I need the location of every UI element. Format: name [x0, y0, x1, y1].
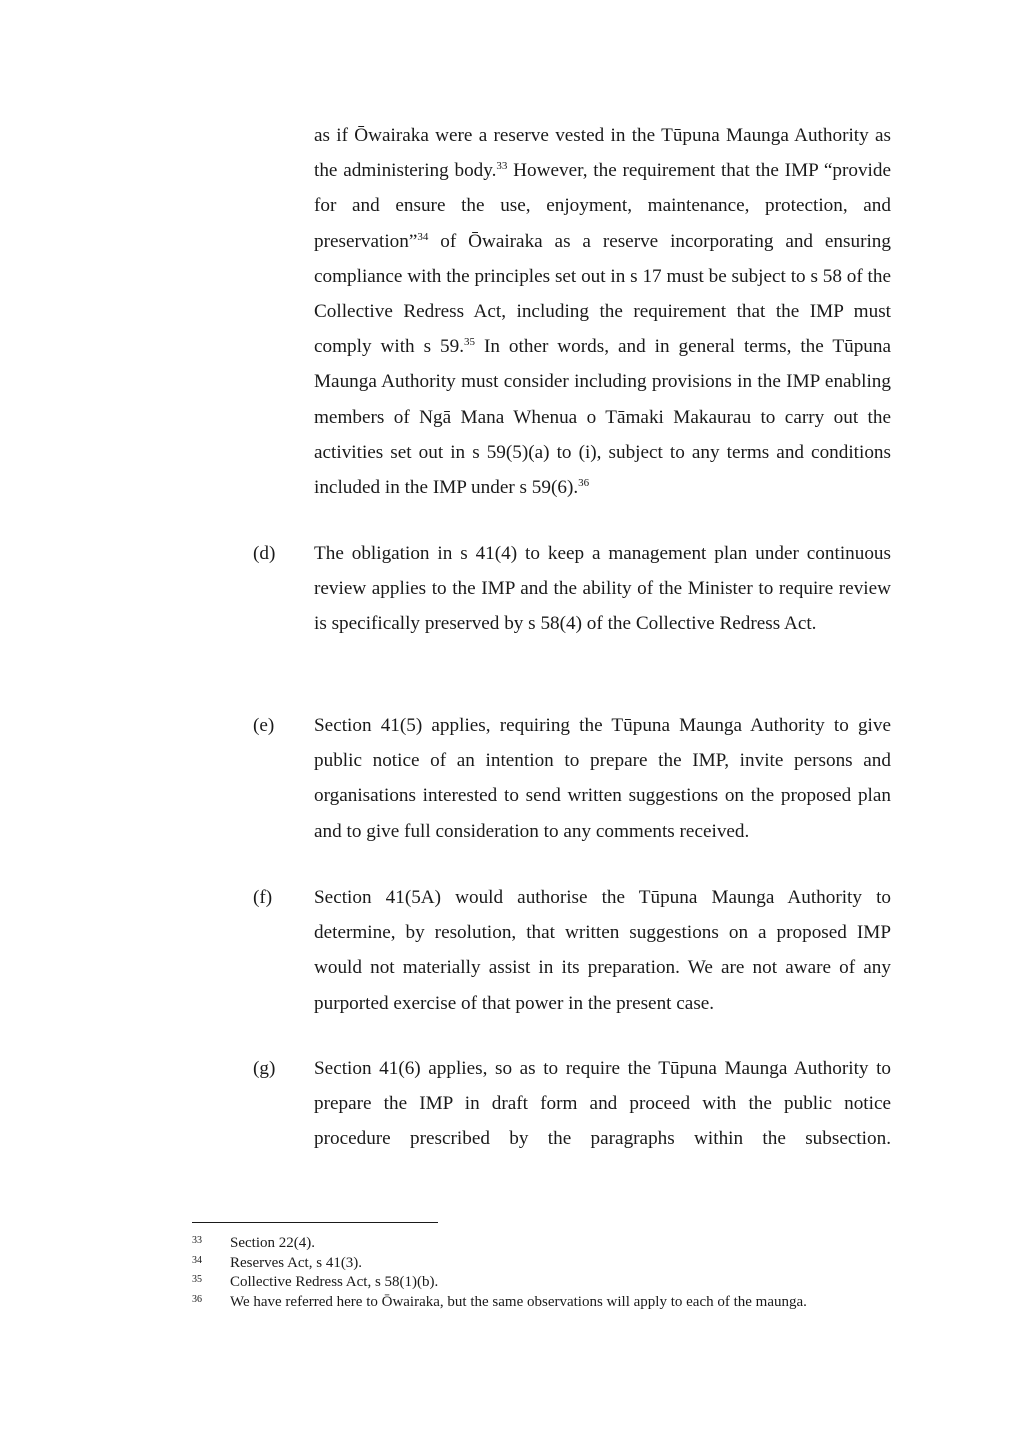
footnotes	[192, 1234, 912, 1312]
paragraph-e-label: (e)	[253, 715, 275, 736]
footnote-ref-36: 36	[578, 477, 590, 490]
footnote	[192, 1254, 912, 1274]
footnote-text: Section 22(4).	[230, 1235, 315, 1251]
paragraph-e-text: Section 41(5) applies, requiring the Tūpuna Maunga Authority to give public notice of an intention to prepare the IMP, invite persons and organisations interested to send written suggestions on the proposed plan and to give full consideration to any comments received.	[314, 715, 891, 842]
footnote-number: 33	[192, 1235, 202, 1246]
paragraph-f-text: Section 41(5A) would authorise the Tūpuna Maunga Authority to determine, by resolution, that written suggestions on a proposed IMP would not materially assist in its preparation. We are not aware of any purported exercise of that power in the present case.	[314, 887, 891, 1014]
footnote-text: Reserves Act, s 41(3).	[230, 1254, 363, 1271]
paragraph-f-label: (f)	[253, 887, 273, 908]
footnote-number: 34	[192, 1254, 202, 1266]
footnote-number: 36	[192, 1293, 202, 1305]
footnote-ref-33: 33	[496, 160, 508, 173]
footnote-text: Collective Redress Act, s 58(1)(b).	[230, 1274, 439, 1290]
paragraph-c-continuation	[314, 118, 891, 505]
paragraph-d-label: (d)	[253, 543, 276, 564]
continuation-text-2: However, the requirement that the IMP “provide for and ensure the use, enjoyment, maintenance, protection, and preservation”	[314, 160, 891, 252]
footnote-separator	[192, 1222, 438, 1223]
continuation-text-1: as if Ōwairaka were a reserve vested in the Tūpuna Maunga Authority as the administering body.	[314, 125, 891, 182]
paragraph-g-label: (g)	[253, 1058, 276, 1079]
footnote-ref-34: 34	[417, 230, 429, 243]
paragraph-d-text: The obligation in s 41(4) to keep a management plan under continuous review applies to the IMP and the ability of the Minister to require review is specifically preserved by s 58(4) of the Collective Redress Act.	[314, 543, 891, 635]
paragraph-g-text: Section 41(6) applies, so as to require the Tūpuna Maunga Authority to prepare the IMP in draft form and proceed with the public notice procedure prescribed by the paragraphs within the subsection.	[314, 1058, 891, 1150]
footnote	[192, 1273, 912, 1293]
footnote	[192, 1234, 912, 1254]
footnote-text: We have referred here to Ōwairaka, but the same observations will apply to each of the maunga.	[230, 1293, 807, 1310]
footnote	[192, 1293, 912, 1313]
footnote-ref-35: 35	[464, 336, 476, 349]
footnote-number: 35	[192, 1274, 202, 1285]
continuation-text-4: In other words, and in general terms, the Tūpuna Maunga Authority must consider including provisions in the IMP enabling members of Ngā Mana Whenua o Tāmaki Makaurau to carry out the activities set out in s 59(5)(a) to (i), subject to any terms and conditions included in the IMP under s 59(6).	[314, 336, 891, 499]
continuation-text-3: of Ōwairaka as a reserve incorporating and ensuring compliance with the principles set out in s 17 must be subject to s 58 of the Collective Redress Act, including the requirement that the IMP must comply with s 59.	[314, 230, 891, 358]
